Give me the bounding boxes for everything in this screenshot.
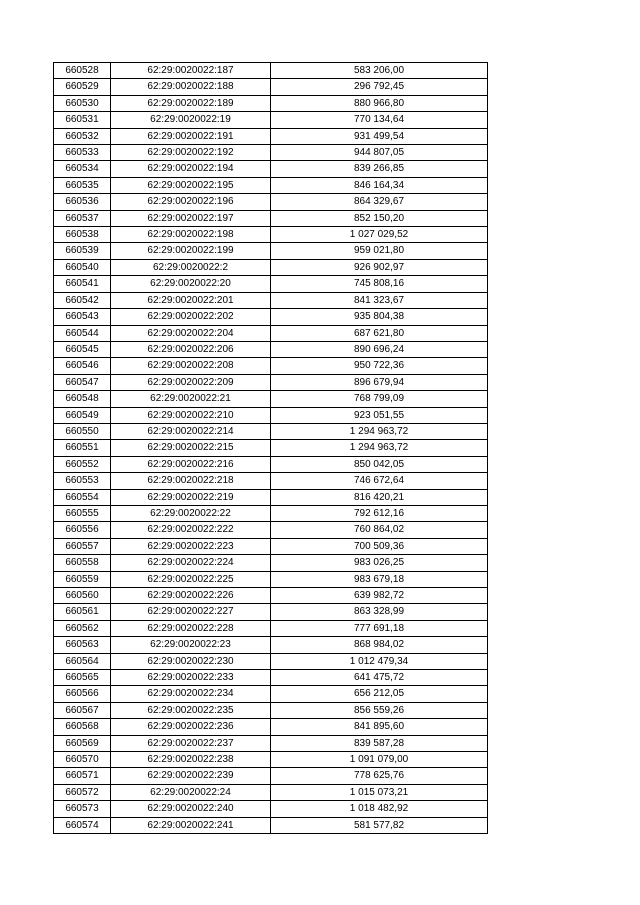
cadastral-value-cell: 768 799,09 [271, 391, 488, 407]
row-number-cell: 660559 [54, 571, 111, 587]
table-body [54, 63, 488, 834]
table-row [54, 735, 488, 751]
cadastral-value-cell: 687 621,80 [271, 325, 488, 341]
cadastral-number-cell: 62:29:0020022:189 [111, 95, 271, 111]
table-row [54, 391, 488, 407]
cadastral-number-cell: 62:29:0020022:240 [111, 801, 271, 817]
cadastral-value-cell: 850 042,05 [271, 456, 488, 472]
cadastral-value-cell: 856 559,26 [271, 702, 488, 718]
table-row [54, 341, 488, 357]
cadastral-value-cell: 1 027 029,52 [271, 227, 488, 243]
row-number-cell: 660532 [54, 128, 111, 144]
cadastral-number-cell: 62:29:0020022:224 [111, 555, 271, 571]
table-row [54, 686, 488, 702]
table-row [54, 407, 488, 423]
table-row [54, 292, 488, 308]
cadastral-number-cell: 62:29:0020022:195 [111, 177, 271, 193]
row-number-cell: 660553 [54, 473, 111, 489]
cadastral-number-cell: 62:29:0020022:234 [111, 686, 271, 702]
cadastral-value-cell: 944 807,05 [271, 145, 488, 161]
cadastral-value-cell: 926 902,97 [271, 259, 488, 275]
cadastral-value-cell: 983 026,25 [271, 555, 488, 571]
table-row [54, 670, 488, 686]
table-row [54, 95, 488, 111]
row-number-cell: 660572 [54, 784, 111, 800]
row-number-cell: 660543 [54, 309, 111, 325]
cadastral-number-cell: 62:29:0020022:198 [111, 227, 271, 243]
cadastral-value-cell: 792 612,16 [271, 505, 488, 521]
cadastral-number-cell: 62:29:0020022:228 [111, 620, 271, 636]
row-number-cell: 660535 [54, 177, 111, 193]
row-number-cell: 660567 [54, 702, 111, 718]
table-row [54, 63, 488, 79]
cadastral-number-cell: 62:29:0020022:233 [111, 670, 271, 686]
cadastral-number-cell: 62:29:0020022:238 [111, 752, 271, 768]
cadastral-value-cell: 816 420,21 [271, 489, 488, 505]
cadastral-value-cell: 770 134,64 [271, 112, 488, 128]
table-row [54, 227, 488, 243]
row-number-cell: 660531 [54, 112, 111, 128]
row-number-cell: 660544 [54, 325, 111, 341]
table-row [54, 555, 488, 571]
cadastral-number-cell: 62:29:0020022:239 [111, 768, 271, 784]
cadastral-number-cell: 62:29:0020022:230 [111, 653, 271, 669]
row-number-cell: 660564 [54, 653, 111, 669]
cadastral-number-cell: 62:29:0020022:194 [111, 161, 271, 177]
cadastral-value-cell: 841 895,60 [271, 719, 488, 735]
table-row [54, 358, 488, 374]
table-row [54, 177, 488, 193]
table-row [54, 161, 488, 177]
cadastral-number-cell: 62:29:0020022:2 [111, 259, 271, 275]
row-number-cell: 660556 [54, 522, 111, 538]
cadastral-number-cell: 62:29:0020022:218 [111, 473, 271, 489]
table-row [54, 702, 488, 718]
row-number-cell: 660565 [54, 670, 111, 686]
cadastral-value-cell: 863 328,99 [271, 604, 488, 620]
table-row [54, 522, 488, 538]
cadastral-value-cell: 1 018 482,92 [271, 801, 488, 817]
row-number-cell: 660547 [54, 374, 111, 390]
cadastral-value-cell: 841 323,67 [271, 292, 488, 308]
row-number-cell: 660560 [54, 588, 111, 604]
row-number-cell: 660528 [54, 63, 111, 79]
cadastral-value-cell: 890 696,24 [271, 341, 488, 357]
cadastral-number-cell: 62:29:0020022:225 [111, 571, 271, 587]
row-number-cell: 660530 [54, 95, 111, 111]
cadastral-number-cell: 62:29:0020022:196 [111, 194, 271, 210]
row-number-cell: 660539 [54, 243, 111, 259]
cadastral-number-cell: 62:29:0020022:219 [111, 489, 271, 505]
table-row [54, 588, 488, 604]
cadastral-number-cell: 62:29:0020022:210 [111, 407, 271, 423]
table-row [54, 801, 488, 817]
cadastral-number-cell: 62:29:0020022:199 [111, 243, 271, 259]
row-number-cell: 660536 [54, 194, 111, 210]
cadastral-value-cell: 880 966,80 [271, 95, 488, 111]
table-row [54, 194, 488, 210]
row-number-cell: 660538 [54, 227, 111, 243]
row-number-cell: 660573 [54, 801, 111, 817]
cadastral-value-cell: 777 691,18 [271, 620, 488, 636]
cadastral-number-cell: 62:29:0020022:202 [111, 309, 271, 325]
cadastral-value-cell: 839 587,28 [271, 735, 488, 751]
cadastral-value-cell: 1 015 073,21 [271, 784, 488, 800]
table-row [54, 784, 488, 800]
row-number-cell: 660542 [54, 292, 111, 308]
table-row [54, 571, 488, 587]
row-number-cell: 660534 [54, 161, 111, 177]
cadastral-number-cell: 62:29:0020022:236 [111, 719, 271, 735]
cadastral-number-cell: 62:29:0020022:209 [111, 374, 271, 390]
row-number-cell: 660574 [54, 817, 111, 833]
row-number-cell: 660548 [54, 391, 111, 407]
cadastral-value-cell: 1 091 079,00 [271, 752, 488, 768]
document-page [53, 62, 487, 834]
row-number-cell: 660551 [54, 440, 111, 456]
row-number-cell: 660555 [54, 505, 111, 521]
cadastral-number-cell: 62:29:0020022:227 [111, 604, 271, 620]
cadastral-value-cell: 864 329,67 [271, 194, 488, 210]
row-number-cell: 660533 [54, 145, 111, 161]
cadastral-value-cell: 639 982,72 [271, 588, 488, 604]
cadastral-number-cell: 62:29:0020022:188 [111, 79, 271, 95]
table-row [54, 505, 488, 521]
cadastral-number-cell: 62:29:0020022:237 [111, 735, 271, 751]
table-row [54, 145, 488, 161]
table-row [54, 653, 488, 669]
cadastral-value-cell: 746 672,64 [271, 473, 488, 489]
cadastral-number-cell: 62:29:0020022:222 [111, 522, 271, 538]
cadastral-number-cell: 62:29:0020022:19 [111, 112, 271, 128]
row-number-cell: 660554 [54, 489, 111, 505]
cadastral-number-cell: 62:29:0020022:214 [111, 423, 271, 439]
row-number-cell: 660570 [54, 752, 111, 768]
table-row [54, 473, 488, 489]
cadastral-number-cell: 62:29:0020022:204 [111, 325, 271, 341]
table-row [54, 276, 488, 292]
cadastral-value-cell: 839 266,85 [271, 161, 488, 177]
cadastral-number-cell: 62:29:0020022:187 [111, 63, 271, 79]
cadastral-value-cell: 700 509,36 [271, 538, 488, 554]
cadastral-value-cell: 656 212,05 [271, 686, 488, 702]
table-row [54, 325, 488, 341]
cadastral-number-cell: 62:29:0020022:192 [111, 145, 271, 161]
cadastral-value-cell: 745 808,16 [271, 276, 488, 292]
row-number-cell: 660545 [54, 341, 111, 357]
table-row [54, 489, 488, 505]
cadastral-number-cell: 62:29:0020022:197 [111, 210, 271, 226]
row-number-cell: 660562 [54, 620, 111, 636]
row-number-cell: 660557 [54, 538, 111, 554]
row-number-cell: 660571 [54, 768, 111, 784]
cadastral-number-cell: 62:29:0020022:21 [111, 391, 271, 407]
row-number-cell: 660550 [54, 423, 111, 439]
cadastral-value-cell: 1 294 963,72 [271, 440, 488, 456]
table-row [54, 817, 488, 833]
row-number-cell: 660537 [54, 210, 111, 226]
cadastral-number-cell: 62:29:0020022:241 [111, 817, 271, 833]
cadastral-value-cell: 931 499,54 [271, 128, 488, 144]
cadastral-value-cell: 778 625,76 [271, 768, 488, 784]
cadastral-number-cell: 62:29:0020022:24 [111, 784, 271, 800]
table-row [54, 243, 488, 259]
row-number-cell: 660540 [54, 259, 111, 275]
table-row [54, 259, 488, 275]
cadastral-value-cell: 1 012 479,34 [271, 653, 488, 669]
row-number-cell: 660541 [54, 276, 111, 292]
cadastral-number-cell: 62:29:0020022:20 [111, 276, 271, 292]
table-row [54, 538, 488, 554]
cadastral-number-cell: 62:29:0020022:223 [111, 538, 271, 554]
table-row [54, 719, 488, 735]
cadastral-value-cell: 935 804,38 [271, 309, 488, 325]
row-number-cell: 660546 [54, 358, 111, 374]
cadastral-number-cell: 62:29:0020022:22 [111, 505, 271, 521]
cadastral-number-cell: 62:29:0020022:191 [111, 128, 271, 144]
cadastral-number-cell: 62:29:0020022:201 [111, 292, 271, 308]
cadastral-number-cell: 62:29:0020022:215 [111, 440, 271, 456]
table-row [54, 440, 488, 456]
table-row [54, 620, 488, 636]
cadastral-value-cell: 296 792,45 [271, 79, 488, 95]
cadastral-value-cell: 1 294 963,72 [271, 423, 488, 439]
row-number-cell: 660549 [54, 407, 111, 423]
cadastral-number-cell: 62:29:0020022:206 [111, 341, 271, 357]
table-row [54, 309, 488, 325]
cadastral-number-cell: 62:29:0020022:208 [111, 358, 271, 374]
table-row [54, 752, 488, 768]
row-number-cell: 660558 [54, 555, 111, 571]
table-row [54, 79, 488, 95]
table-row [54, 423, 488, 439]
cadastral-value-cell: 760 864,02 [271, 522, 488, 538]
row-number-cell: 660561 [54, 604, 111, 620]
cadastral-number-cell: 62:29:0020022:235 [111, 702, 271, 718]
row-number-cell: 660529 [54, 79, 111, 95]
table-row [54, 112, 488, 128]
cadastral-value-cell: 641 475,72 [271, 670, 488, 686]
table-row [54, 604, 488, 620]
cadastral-value-cell: 852 150,20 [271, 210, 488, 226]
cadastral-value-cell: 583 206,00 [271, 63, 488, 79]
table-row [54, 210, 488, 226]
cadastral-value-cell: 950 722,36 [271, 358, 488, 374]
table-row [54, 456, 488, 472]
cadastral-value-cell: 983 679,18 [271, 571, 488, 587]
cadastral-number-cell: 62:29:0020022:23 [111, 637, 271, 653]
row-number-cell: 660552 [54, 456, 111, 472]
table-row [54, 637, 488, 653]
cadastral-value-cell: 896 679,94 [271, 374, 488, 390]
cadastral-value-cell: 923 051,55 [271, 407, 488, 423]
cadastral-value-table [53, 62, 488, 834]
cadastral-value-cell: 959 021,80 [271, 243, 488, 259]
table-row [54, 128, 488, 144]
row-number-cell: 660566 [54, 686, 111, 702]
table-row [54, 768, 488, 784]
cadastral-number-cell: 62:29:0020022:216 [111, 456, 271, 472]
cadastral-value-cell: 846 164,34 [271, 177, 488, 193]
row-number-cell: 660563 [54, 637, 111, 653]
cadastral-number-cell: 62:29:0020022:226 [111, 588, 271, 604]
cadastral-value-cell: 581 577,82 [271, 817, 488, 833]
table-row [54, 374, 488, 390]
row-number-cell: 660569 [54, 735, 111, 751]
row-number-cell: 660568 [54, 719, 111, 735]
cadastral-value-cell: 868 984,02 [271, 637, 488, 653]
